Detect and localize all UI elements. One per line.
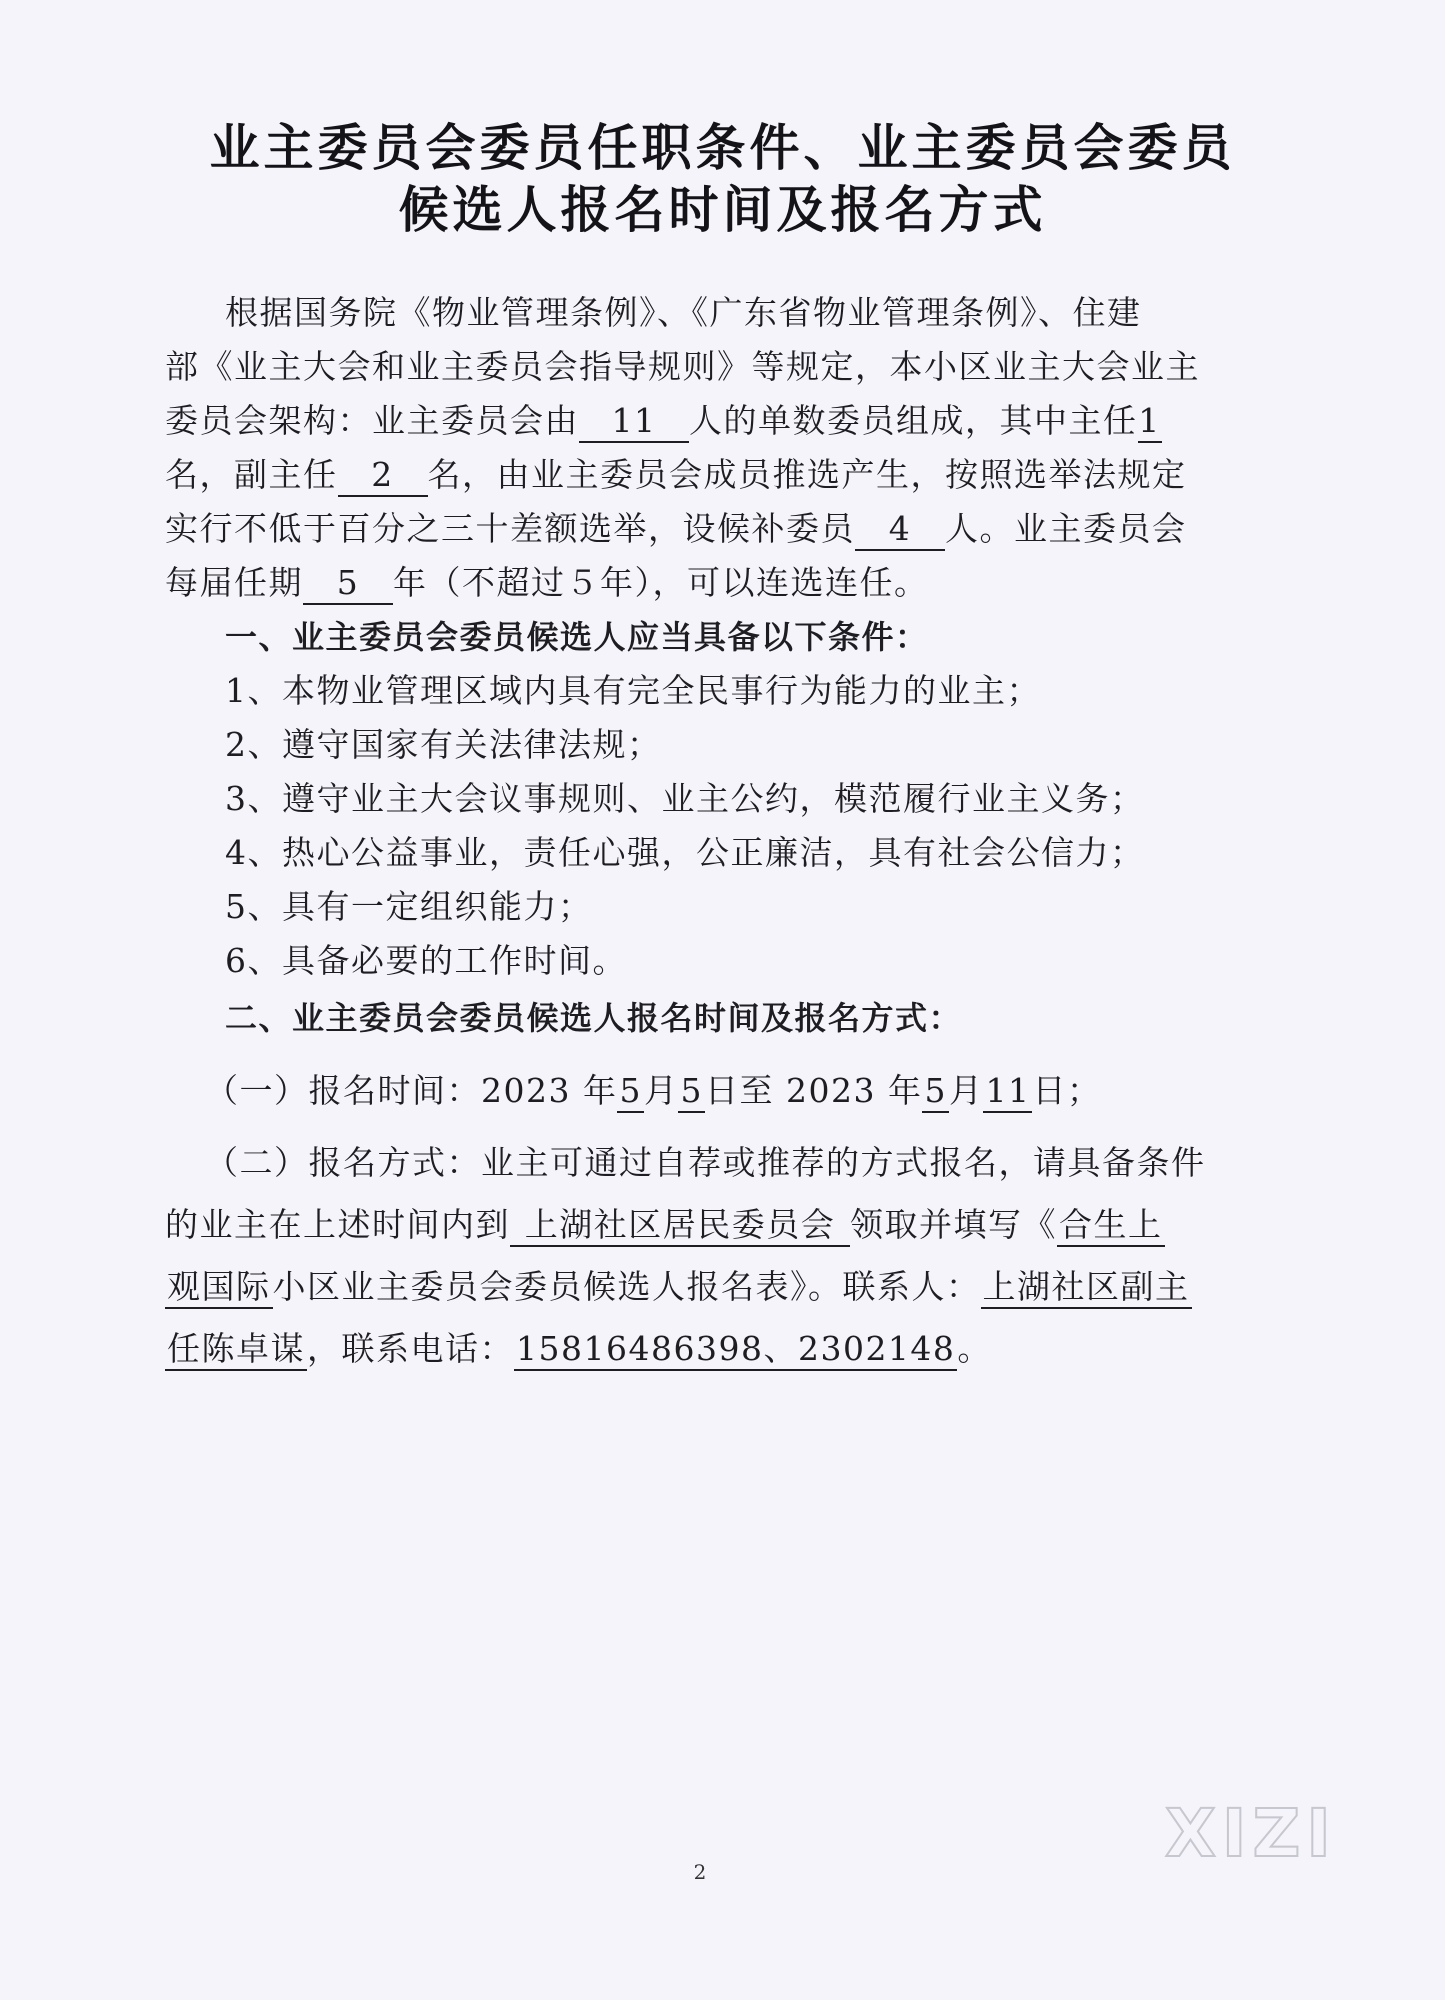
condition-item-4: 4、热心公益事业，责任心强，公正廉洁，具有社会公信力； [225,833,1145,872]
start-day: 5 [678,1071,705,1113]
condition-item-2: 2、遵守国家有关法律法规； [225,725,662,764]
condition-item-5: 5、具有一定组织能力； [225,887,593,926]
registration-time [205,1066,1245,1116]
contact-phone: 15816486398、2302148 [514,1329,957,1371]
intro-line-2: 部《业主大会和业主委员会指导规则》等规定，本小区业主大会业主 [165,347,1200,386]
condition-item-6: 6、具备必要的工作时间。 [225,941,627,980]
community-name-cont: 观国际 [165,1267,273,1309]
section1-heading: 一、业主委员会委员候选人应当具备以下条件： [225,618,929,656]
method-line-4 [165,1324,1245,1374]
method-line-1: （二）报名方式：业主可通过自荐或推荐的方式报名，请具备条件 [205,1143,1206,1182]
intro-text: 人的单数委员组成，其中主任 [689,401,1138,440]
condition-item-3: 3、遵守业主大会议事规则、业主公约，模范履行业主义务； [225,779,1145,818]
title-line-2: 候选人报名时间及报名方式 [398,181,1047,239]
term-years: 5 [303,563,393,605]
start-month: 5 [617,1071,644,1113]
method-text: ，联系电话： [307,1329,514,1368]
method-text: 。 [957,1329,992,1368]
community-name: 合生上 [1057,1205,1165,1247]
time-text: （一）报名时间：2023 年 [205,1071,618,1110]
intro-text: 每届任期 [165,563,303,602]
time-text: 月 [948,1071,984,1110]
intro-text: 名，副主任 [165,455,338,494]
contact-person: 上湖社区副主 [981,1267,1192,1309]
time-text: 日至 2023 年 [704,1071,923,1110]
section2-heading: 二、业主委员会委员候选人报名时间及报名方式： [225,999,963,1037]
intro-line-4 [165,450,1245,500]
intro-text: 名，由业主委员会成员推选产生，按照选举法规定 [427,455,1187,494]
intro-text: 年（不超过５年），可以连选连任。 [393,563,929,602]
watermark-logo: XIZI [1165,1795,1337,1872]
intro-text: 实行不低于百分之三十差额选举，设候补委员 [165,509,855,548]
page-number: 2 [693,1860,707,1884]
intro-line-6 [165,558,1245,608]
end-day: 11 [983,1071,1032,1113]
intro-line-5 [165,504,1245,554]
title-line-1: 业主委员会委员任职条件、业主委员会委员 [209,119,1236,177]
registration-place: 上湖社区居民委员会 [510,1205,850,1247]
time-text: 月 [643,1071,679,1110]
chair-count: 1 [1138,401,1162,443]
method-text: 的业主在上述时间内到 [165,1205,510,1244]
intro-text: 委员会架构：业主委员会由 [165,401,579,440]
intro-line-1: 根据国务院《物业管理条例》、《广东省物业管理条例》、住建 [225,293,1142,332]
intro-line-3 [165,396,1245,446]
intro-text: 人。业主委员会 [945,509,1187,548]
time-text: 日； [1032,1071,1102,1110]
method-line-2 [165,1200,1245,1250]
method-line-3 [165,1262,1245,1312]
condition-item-1: 1、本物业管理区域内具有完全民事行为能力的业主； [225,671,1041,710]
vice-chair-count: 2 [338,455,428,497]
method-text: 领取并填写《 [850,1205,1057,1244]
alternate-count: 4 [855,509,945,551]
member-count: 11 [579,401,689,443]
method-text: 小区业主委员会委员候选人报名表》。联系人： [272,1267,981,1306]
end-month: 5 [922,1071,949,1113]
contact-person-cont: 任陈卓谋 [165,1329,307,1371]
